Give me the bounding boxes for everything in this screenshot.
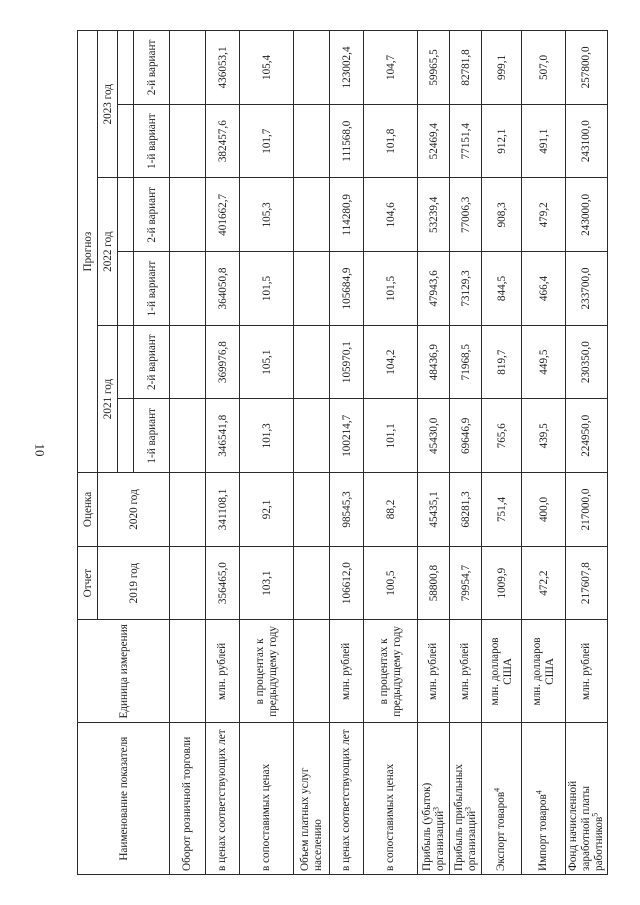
value-cell: 105,1 (240, 325, 294, 399)
value-cell: 123002,4 (330, 31, 364, 105)
value-cell: 243100,0 (566, 104, 608, 178)
value-cell: 217607,8 (566, 546, 608, 620)
row-name-cell (364, 723, 418, 875)
header-forecast: Прогноз (78, 31, 98, 473)
row-unit: в процентах к предыдущему году (364, 620, 418, 723)
value-cell: 243000,0 (566, 178, 608, 252)
value-cell: 106612,0 (330, 546, 364, 620)
value-cell: 73129,3 (450, 252, 482, 326)
value-cell: 52469,4 (418, 104, 450, 178)
value-cell: 844,5 (482, 252, 522, 326)
table-header (78, 31, 170, 875)
row-name: Объем платных услуг населению (298, 767, 324, 871)
footnote-marker: 3 (462, 806, 472, 811)
header-spacer (118, 252, 134, 326)
value-cell: 104,6 (364, 178, 418, 252)
value-cell: 69646,9 (450, 399, 482, 473)
footnote-marker: 4 (492, 787, 502, 792)
table-row (170, 31, 206, 875)
header-estimate: Оценка (78, 473, 98, 547)
value-cell: 105,4 (240, 31, 294, 105)
header-year-2019: 2019 год (98, 546, 170, 620)
row-unit: млн. рублей (330, 620, 364, 723)
footnote-marker: 5 (590, 812, 600, 817)
table-row (418, 31, 450, 875)
value-cell: 230350,0 (566, 325, 608, 399)
row-name-cell (294, 723, 330, 875)
header-spacer (118, 104, 134, 178)
row-unit: млн. рублей (206, 620, 240, 723)
value-cell (170, 178, 206, 252)
row-name: в сопоставимых ценах (384, 763, 397, 871)
row-name: в ценах соответствующих лет (216, 729, 229, 871)
table-row (206, 31, 240, 875)
value-cell: 912,1 (482, 104, 522, 178)
row-unit: млн. рублей (566, 620, 608, 723)
row-unit: млн. рублей (418, 620, 450, 723)
row-name: Прибыль прибыльных организаций (452, 764, 478, 871)
value-cell: 114280,9 (330, 178, 364, 252)
value-cell: 101,8 (364, 104, 418, 178)
value-cell: 439,5 (522, 399, 566, 473)
value-cell: 48436,9 (418, 325, 450, 399)
header-spacer (118, 178, 134, 252)
value-cell: 449,5 (522, 325, 566, 399)
value-cell (170, 473, 206, 547)
value-cell (170, 31, 206, 105)
header-name: Наименование показателя (78, 723, 170, 875)
value-cell: 356465,0 (206, 546, 240, 620)
footnote-marker: 3 (430, 806, 440, 811)
header-report: Отчет (78, 546, 98, 620)
value-cell: 233700,0 (566, 252, 608, 326)
value-cell: 98545,3 (330, 473, 364, 547)
value-cell: 466,4 (522, 252, 566, 326)
table-row (294, 31, 330, 875)
value-cell: 105,3 (240, 178, 294, 252)
value-cell (170, 546, 206, 620)
row-name-cell (418, 723, 450, 875)
value-cell: 491,1 (522, 104, 566, 178)
value-cell: 100214,7 (330, 399, 364, 473)
value-cell: 68281,3 (450, 473, 482, 547)
value-cell: 58800,8 (418, 546, 450, 620)
value-cell: 765,6 (482, 399, 522, 473)
value-cell: 101,7 (240, 104, 294, 178)
value-cell: 103,1 (240, 546, 294, 620)
row-name: Фонд начисленной заработной платы работников (567, 780, 605, 871)
value-cell (170, 104, 206, 178)
header-spacer (118, 399, 134, 473)
value-cell: 77151,4 (450, 104, 482, 178)
value-cell: 346541,8 (206, 399, 240, 473)
value-cell: 507,0 (522, 31, 566, 105)
value-cell (170, 325, 206, 399)
value-cell: 1009,9 (482, 546, 522, 620)
value-cell: 82781,8 (450, 31, 482, 105)
value-cell: 217000,0 (566, 473, 608, 547)
value-cell: 53239,4 (418, 178, 450, 252)
row-name: Оборот розничной торговли (181, 736, 194, 871)
value-cell (294, 399, 330, 473)
value-cell (294, 104, 330, 178)
table-row (522, 31, 566, 875)
footnote-marker: 4 (534, 790, 544, 795)
table-row (240, 31, 294, 875)
row-name: Импорт товаров (537, 794, 550, 871)
row-name-cell (522, 723, 566, 875)
header-year-2021: 2021 год (98, 325, 118, 472)
header-variant-1: 1-й вариант (134, 399, 170, 473)
row-unit: млн. рублей (450, 620, 482, 723)
table-row (364, 31, 418, 875)
header-year-2022: 2022 год (98, 178, 118, 325)
value-cell: 45430,0 (418, 399, 450, 473)
value-cell (170, 252, 206, 326)
row-name-cell (240, 723, 294, 875)
page-number: 10 (32, 443, 48, 457)
table-row (450, 31, 482, 875)
value-cell: 101,1 (364, 399, 418, 473)
table-row (482, 31, 522, 875)
value-cell: 436053,1 (206, 31, 240, 105)
table-row (566, 31, 608, 875)
value-cell: 88,2 (364, 473, 418, 547)
value-cell: 819,7 (482, 325, 522, 399)
row-name: Прибыль (убыток) организаций (420, 782, 446, 871)
row-unit (294, 620, 330, 723)
value-cell: 92,1 (240, 473, 294, 547)
value-cell: 79954,7 (450, 546, 482, 620)
row-name-cell (170, 723, 206, 875)
value-cell: 101,3 (240, 399, 294, 473)
value-cell: 364050,8 (206, 252, 240, 326)
row-name-cell (482, 723, 522, 875)
header-variant-2: 2-й вариант (134, 178, 170, 252)
value-cell: 77006,3 (450, 178, 482, 252)
value-cell: 59965,5 (418, 31, 450, 105)
row-name: в ценах соответствующих лет (340, 729, 353, 871)
header-unit: Единица измерения (78, 620, 170, 723)
value-cell: 999,1 (482, 31, 522, 105)
value-cell: 751,4 (482, 473, 522, 547)
value-cell: 224950,0 (566, 399, 608, 473)
value-cell: 401662,7 (206, 178, 240, 252)
value-cell: 111568,0 (330, 104, 364, 178)
value-cell (294, 546, 330, 620)
header-year-2023: 2023 год (98, 31, 118, 179)
rotated-table-container (77, 30, 605, 875)
value-cell (294, 325, 330, 399)
value-cell: 400,0 (522, 473, 566, 547)
value-cell: 341108,1 (206, 473, 240, 547)
value-cell (294, 178, 330, 252)
header-spacer (118, 325, 134, 399)
row-unit (170, 620, 206, 723)
row-name: Экспорт товаров (495, 791, 508, 871)
table-row (330, 31, 364, 875)
value-cell: 104,7 (364, 31, 418, 105)
value-cell: 382457,6 (206, 104, 240, 178)
value-cell: 104,2 (364, 325, 418, 399)
value-cell: 369976,8 (206, 325, 240, 399)
header-variant-2: 2-й вариант (134, 325, 170, 399)
value-cell: 479,2 (522, 178, 566, 252)
row-name: в сопоставимых ценах (260, 763, 273, 871)
value-cell (294, 252, 330, 326)
header-year-2020: 2020 год (98, 473, 170, 547)
row-unit: млн. долларов США (522, 620, 566, 723)
value-cell (294, 473, 330, 547)
value-cell: 105684,9 (330, 252, 364, 326)
row-name-cell (330, 723, 364, 875)
value-cell: 257800,0 (566, 31, 608, 105)
header-variant-2: 2-й вариант (134, 31, 170, 105)
header-variant-1: 1-й вариант (134, 104, 170, 178)
value-cell: 472,2 (522, 546, 566, 620)
value-cell: 45435,1 (418, 473, 450, 547)
forecast-table (77, 30, 608, 875)
table-body (170, 31, 608, 875)
value-cell: 47943,6 (418, 252, 450, 326)
value-cell: 105970,1 (330, 325, 364, 399)
row-name-cell (206, 723, 240, 875)
row-unit: в процентах к предыдущему году (240, 620, 294, 723)
value-cell: 71968,5 (450, 325, 482, 399)
header-variant-1: 1-й вариант (134, 252, 170, 326)
value-cell: 101,5 (364, 252, 418, 326)
row-name-cell (566, 723, 608, 875)
header-spacer (118, 31, 134, 105)
row-unit: млн. долларов США (482, 620, 522, 723)
value-cell (170, 399, 206, 473)
value-cell: 100,5 (364, 546, 418, 620)
value-cell: 101,5 (240, 252, 294, 326)
value-cell: 908,3 (482, 178, 522, 252)
value-cell (294, 31, 330, 105)
row-name-cell (450, 723, 482, 875)
